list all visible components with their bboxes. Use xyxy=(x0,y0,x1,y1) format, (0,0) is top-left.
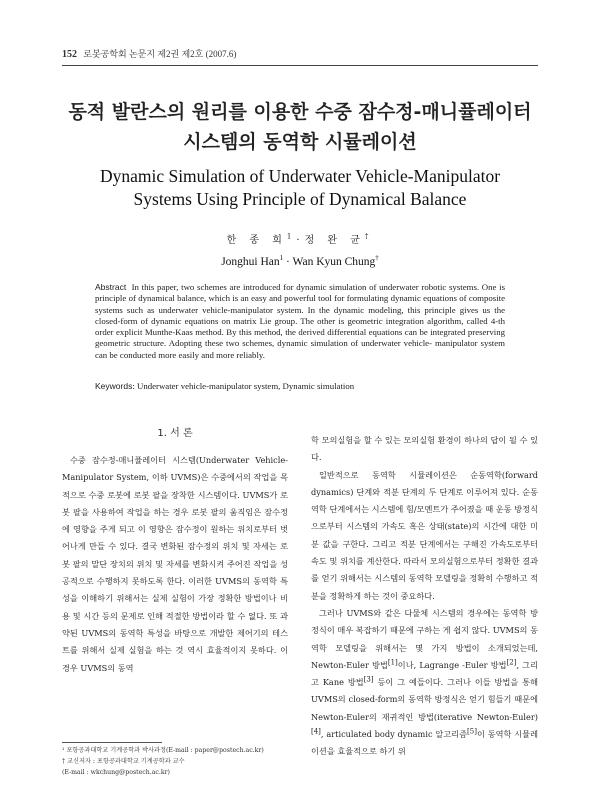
running-header xyxy=(62,47,236,60)
footnote-1: ¹ 포항공과대학교 기계공학과 박사과정(E-mail : paper@postech.ac.kr) xyxy=(62,747,264,754)
english-title-line-1: Dynamic Simulation of Underwater Vehicle-Manipulator xyxy=(99,166,501,186)
english-author-mark-1: 1 xyxy=(279,254,284,263)
keywords-label: Keywords xyxy=(95,381,133,391)
author-mark-2: † xyxy=(364,232,374,241)
abstract xyxy=(95,282,505,361)
citation-5: [5] xyxy=(467,727,477,736)
korean-author-separator: · xyxy=(296,235,305,246)
keywords xyxy=(95,381,505,391)
keywords-text: : Underwater vehicle-manipulator system, Dynamic simulation xyxy=(132,381,355,391)
korean-title-line-1: 동적 발란스의 원리를 이용한 수중 잠수정-매니퓰레이터 xyxy=(68,101,532,123)
citation-2: [2] xyxy=(506,658,517,667)
english-author-2: Wan Kyun Chung xyxy=(292,256,376,268)
abstract-text: In this paper, two schemes are introduced for dynamic simulation of underwater robotic systems. One is principle of dynamical balance, which is an easy and powerful tool for formulating dynamic equations of composite systems such as underwater vehicle-manipulator system. In the dynamic modeling, this principle gives us the closed-form of dynamic equations on matrix Lie group. The other is geometric integration algorithm, called 4-th order explicit Munthe-Kaas method. By this method, the derived differential equations can be integrated preserving geometric structure. Adopting these two schemes, dynamic simulation of underwater vehicle- manipulator system can be conducted more easily and more reliably. xyxy=(95,282,505,360)
footnote-3: (E-mail : wkchung@postech.ac.kr) xyxy=(62,769,170,776)
header-rule xyxy=(62,65,538,66)
korean-title xyxy=(40,97,560,157)
english-author-1: Jonghui Han xyxy=(221,256,280,268)
english-author-mark-2: † xyxy=(375,254,379,263)
citation-4: [4] xyxy=(311,727,321,736)
citation-1: [1] xyxy=(387,658,398,667)
paragraph-2: 일반적으로 동역학 시뮬레이션은 순동역학(forward dynamics) 단계와 적분 단계의 두 단계로 이루어져 있다. 순동역학 단계에서는 시스템에 힘/모멘트가 주어졌을 때 운동 방정식으로부터 시스템의 가속도 혹은 상태(state)의 시간에 대한 미분 값을 구한다. 그리고 적분 단계에서는 구해진 가속도로부터 속도 및 위치를 계산한다. 따라서 모의실험으로부터 정확한 결과를 얻기 위해서는 시스템의 동역학 모델링을 정확히 수행하고 적분을 정확하게 하는 것이 중요하다. xyxy=(311,469,538,601)
paragraph-1-continued: 학 모의실험을 할 수 있는 모의실험 환경이 하나의 답이 될 수 있다. xyxy=(311,435,538,463)
english-author-separator: · xyxy=(283,256,293,268)
english-authors xyxy=(40,256,560,268)
korean-author-2: 정 완 균 xyxy=(304,235,365,246)
korean-authors xyxy=(40,231,560,246)
korean-author-1: 한 종 희 xyxy=(226,235,287,246)
left-column xyxy=(62,452,288,677)
paragraph-3: 그러나 UVMS와 같은 다물체 시스템의 경우에는 동역학 방정식이 매우 복잡하기 때문에 구하는 게 쉽지 않다. UVMS의 동역학 모델링을 위해서는 몇 가지 방법이 소개되었는데, Newton-Euler 방법[1]이나, Lagrange -Euler 방법[2], 그리고 Kane 방법[3] 등이 그 예들이다. 그러나 이들 방법을 통해 UVMS의 closed-form의 동역학 방정식은 얻기 힘들기 때문에 Newton-Euler의 재귀적인 방법(iterative Newton-Euler)[4], articulated body dynamic 알고리즘[5]이 동역학 시뮬레이션을 효율적으로 하기 위 xyxy=(311,607,539,757)
section-heading: 1. 서 론 xyxy=(157,428,193,439)
paragraph-1: 수중 잠수정-매니퓰레이터 시스템(Underwater Vehicle-Manipulator System, 이하 UVMS)은 수중에서의 작업을 목적으로 수중 로봇에 로봇 팔을 장착한 시스템이다. UVMS가 로봇 팔을 사용하여 작업을 하는 경우 로봇 팔의 움직임은 잠수정에 영향을 주게 되고 이 영향은 잠수정이 원하는 위치로부터 벗어나게 만들 수 있다. 결국 변화된 잠수정의 위치 및 자세는 로봇 팔의 말단 장치의 위치 및 자세를 변화시켜 주어진 작업을 성공적으로 수행하지 못하도록 한다. 이러한 UVMS의 동역학 특성을 이해하기 위해서는 실제 실험이 가장 정확한 방법이나 비용 및 시간 등의 문제로 인해 적절한 방법이라 할 수 없다. 또 과약된 UVMS의 동역학 특성을 바탕으로 개발한 제어기의 테스트를 위해서 실제 실험을 하는 것 역시 효율적이지 못하다. 이 경우 UVMS의 동역 xyxy=(62,455,288,673)
english-title xyxy=(40,165,560,211)
journal-info: 로봇공학회 논문지 제2권 제2호 (2007.6) xyxy=(83,49,237,59)
footnote-rule xyxy=(62,742,162,743)
footnotes xyxy=(62,745,288,778)
english-title-line-2: Systems Using Principle of Dynamical Balance xyxy=(133,189,467,209)
right-column xyxy=(311,432,538,761)
footnote-2: † 교신저자 : 포항공과대학교 기계공학과 교수 xyxy=(62,758,185,765)
citation-3: [3] xyxy=(363,675,374,684)
author-mark-1: 1 xyxy=(286,232,297,241)
abstract-label: Abstract xyxy=(95,282,127,292)
page-number: 152 xyxy=(62,49,77,60)
korean-title-line-2: 시스템의 동역학 시뮬레이션 xyxy=(183,131,417,153)
